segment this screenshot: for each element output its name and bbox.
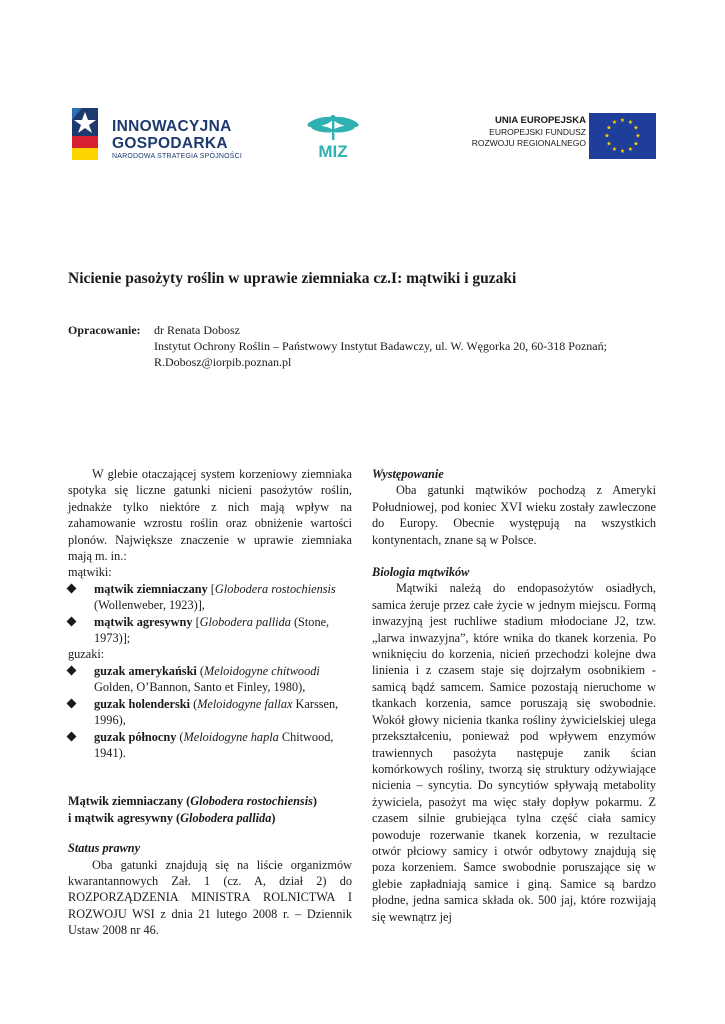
svg-text:★: ★ [633,124,639,132]
section-heading: Mątwik ziemniaczany (Globodera rostochiensis) i mątwik agresywny (Globodera pallida) [68,794,318,825]
eu-logo-line1: UNIA EUROPEJSKA [495,115,586,126]
ig-logo-line3: NARODOWA STRATEGIA SPÓJNOŚCI [112,153,243,160]
occurrence-heading: Występowanie [372,467,444,481]
diamond-bullet-icon [67,731,77,741]
diamond-bullet-icon [67,665,77,675]
list-item: mątwik agresywny [Globodera pallida (Stone, 1973)]; [68,614,352,647]
eu-logo-line2: EUROPEJSKI FUNDUSZ [489,127,586,137]
author-name: dr Renata Dobosz [154,323,240,337]
author-label: Opracowanie: [68,323,141,337]
svg-text:★: ★ [633,140,639,148]
status-heading: Status prawny [68,841,141,856]
status-paragraph: Oba gatunki znajdują się na liście organizmów kwarantannowych Zał. 1 (cz. A, dział 2) do ROZPORZĄDZENIA MINISTRA ROLNICTWA I ROZWOJU WSI z dnia 21 lutego 2008 r. – Dziennik Ustaw 2008 nr 46. [68,857,352,938]
ig-logo-line2: GOSPODARKA [112,135,228,152]
list-item: guzak północny (Meloidogyne hapla Chitwood, 1941). [68,729,352,762]
ig-logo-line1: INNOWACYJNA [112,118,232,135]
eu-logo-line3: ROZWOJU REGIONALNEGO [471,138,586,148]
ig-star-icon [68,106,102,162]
intro-paragraph: W glebie otaczającej system korzeniowy ziemniaka spotyka się liczne gatunki nicieni pasożytów roślin, jednakże tylko niektóre z nich mają wpływ na zahamowanie wzrostu roślin oraz obniżenie wartości plonów. Największe znaczenie w uprawie ziemniaka mają m. in.: [68,467,352,564]
biology-heading: Biologia mątwików [372,565,470,580]
author-details [154,322,607,370]
right-column [372,466,656,925]
svg-text:★: ★ [611,146,618,153]
group-label-matwiki: mątwiki: [68,565,112,580]
eu-logo-text [472,115,586,149]
svg-text:★: ★ [619,148,626,155]
eu-logo [466,113,656,159]
list-item: guzak holenderski (Meloidogyne fallax Karssen, 1996), [68,696,352,729]
svg-text:★: ★ [627,146,634,153]
list-item: mątwik ziemniaczany [Globodera rostochiensis (Wollenweber, 1923)], [68,581,352,614]
dragonfly-icon [304,112,362,160]
svg-text:★: ★ [606,140,612,148]
svg-text:★: ★ [627,119,634,126]
svg-text:★: ★ [635,132,641,140]
svg-text:★: ★ [606,124,612,132]
guzaki-list [68,663,352,761]
list-item: guzak amerykański (Meloidogyne chitwoodi Golden, O’Bannon, Santo et Finley, 1980), [68,663,352,696]
group-label-guzaki: guzaki: [68,647,105,662]
left-column [68,466,352,939]
author-institution: Instytut Ochrony Roślin – Państwowy Instytut Badawczy, ul. W. Węgorka 20, 60-318 Poznań; [154,339,607,353]
occurrence-paragraph: Oba gatunki mątwików pochodzą z Ameryki Południowej, pod koniec XVI wieku zostały zawleczone do Europy. Obecnie występują na wszystkich kontynentach, znane są w Polsce. [372,483,656,547]
eu-flag-icon [589,113,656,159]
matwiki-list [68,581,352,647]
biology-paragraph: Mątwiki należą do endopasożytów osiadłych, samica żeruje przez całe życie w jednym miejscu. Formą inwazyjną jest ruchliwe stadium młodociane J2, tzw. „larwa inwazyjna”, które wnika do tkanek korzenia. Po wniknięciu do korzenia, nicień przechodzi kolejne dwa linienia i z czasem staje się dojrzałym osobnikiem - samicą bądź samcem. Samice pozostają nieruchome w tkankach korzenia, samce poruszają się swobodnie. Wokół głowy nicienia tkanka rośliny żywicielskiej ulega przekształceniu, ponieważ pod wpływem enzymów trawiennych pasożyta następuje zanik ścian komórkowych rośliny, tworzą się struktury odżywiające nicienia – syncytia. Do syncytiów spływają metabolity żywiciela, pasożyt ma więc stały dopływ pokarmu. Z czasem silnie grubiejąca tylna część ciała samicy powoduje rozerwanie tkanek korzenia, w rezultacie otwór płciowy samicy i otwór odbytowy znajdują się poza korzeniem. Samce swobodnie poruszające się w glebie zapładniają samice i giną. Samice są bardzo płodne, jedna samica składa ok. 500 jaj, które rozwijają się wewnątrz jej [372,581,656,924]
page-title: Nicienie pasożyty roślin w uprawie ziemniaka cz.I: mątwiki i guzaki [68,270,517,287]
diamond-bullet-icon [67,698,77,708]
miz-logo-label: MIZ [318,142,348,160]
diamond-bullet-icon [67,583,77,593]
svg-text:★: ★ [611,119,618,126]
svg-text:★: ★ [604,132,610,140]
svg-text:★: ★ [619,117,626,124]
miz-logo [304,112,362,160]
innowacyjna-gospodarka-logo [68,106,258,162]
author-email: R.Dobosz@iorpib.poznan.pl [154,355,292,369]
diamond-bullet-icon [67,616,77,626]
